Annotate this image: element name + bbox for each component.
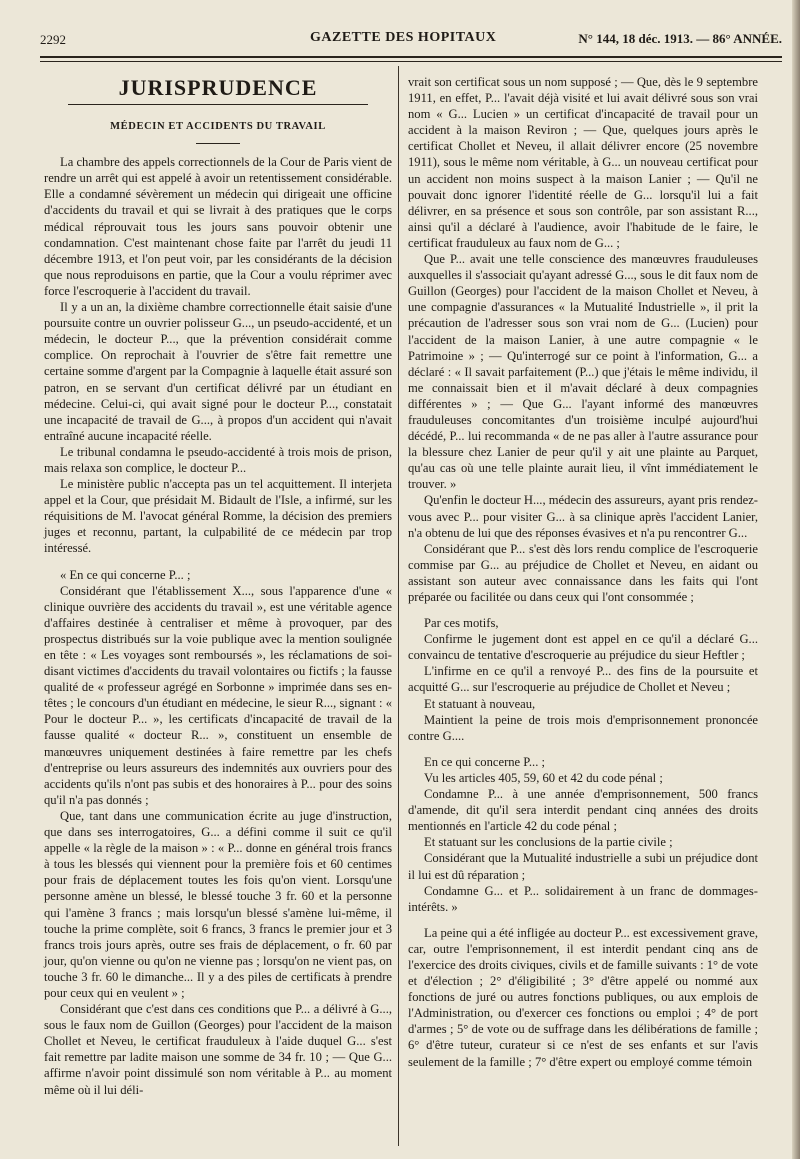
paragraph: « En ce qui concerne P... ; (60, 567, 191, 582)
paragraph: Le ministère public n'accepta pas un tel acquittement. Il interjeta appel et la Cour, que présidait M. Bidault de l'Isle, a infirmé, sur les réquisitions de M. l'avocat général Romme, la décision des premiers juges et reconnu, partant, la culpabilité de ce médecin par trop intéressé. (44, 477, 392, 556)
paragraph: La chambre des appels correctionnels de la Cour de Paris vient de rendre un arrêt qui est appelé à avoir un retentissement considérable. Elle a condamné sévèrement un médecin qui dirigeait une officine d'accidents du travail et qui se livrait à des pratiques que le corps médical réprouvait tous les jours sans pouvoir obtenir une condamnation. C'est maintenant chose faite par l'arrêt du jeudi 11 décembre 1913, et l'on peut voir, par les considérants de la décision que nous reproduisons en partie, que la Cour a voulu réprimer avec force l'escroquerie à l'accident du travail. (44, 155, 392, 298)
paragraph: Confirme le jugement dont est appel en ce qu'il a déclaré G... convaincu de tentative d'escroquerie au préjudice du sieur Heftler ; (408, 632, 758, 663)
paragraph: Par ces motifs, (424, 616, 499, 631)
paragraph: En ce qui concerne P... ; (424, 754, 545, 769)
paragraph: Condamne P... à une année d'emprisonnement, 500 francs d'amende, dit qu'il sera interdit pendant cinq années des droits mentionnés en l'article 42 du code pénal ; (408, 787, 758, 834)
header-rule-thick (40, 56, 782, 58)
left-column (44, 74, 392, 1098)
paragraph: Vu les articles 405, 59, 60 et 42 du code pénal ; (424, 770, 663, 785)
paragraph: Considérant que c'est dans ces conditions que P... a délivré à G..., sous le faux nom de Guillon (Georges) pour l'accident de la maison Chollet et Neveu, le certificat frauduleux à l'aide duquel G... s'est fait remettre par ladite maison une somme de 34 fr. 10 ; — Que G... affirme n'avoir point dissimulé son nom véritable à P... au moment même où il lui déli- (44, 1002, 392, 1097)
paragraph: Que, tant dans une communication écrite au juge d'instruction, que dans ses interrogatoires, G... a défini comme il suit ce qu'il appelle « la règle de la maison » : « P... donne en général trois francs à tous les blessés qui viennent pour la première fois et 60 centimes pour frais de déplacement toutes les fois qu'on vient. Lorsqu'une personne amène un blessé, le blessé touche 3 fr. 60 et la personne qui l'amène 3 francs ; mais lorsqu'un blessé s'amène lui-même, il touche la prime complète, soit 6 francs, 3 francs le premier jour et 3 francs trois jours après, outre ses frais de déplacement, o fr. 60 par jour, qu'on vienne ou qu'on ne vienne pas ; lorsqu'on ne vient pas, on touche 3 fr. 60 le dimanche... Il y a des piles de certificats à prendre pour ceux qui en veulent » ; (44, 808, 392, 1000)
page-header (40, 30, 782, 50)
page-edge-shadow (792, 0, 800, 1159)
paragraph: La peine qui a été infligée au docteur P... est excessivement grave, car, outre l'emprisonnement, il est interdit pendant cinq ans de l'exercice des droits civiques, civils et de famille suivants : 1° de vote et d'élection ; 2° d'éligibilité ; 3° d'être appelé ou nommé aux fonctions de juré ou autres fonctions publiques, ou aux emplois de l'Administration, ou d'exercer ces fonctions ou emploi ; 4° de port d'armes ; 5° de vote ou de suffrage dans les délibérations de famille ; 6° d'être tuteur, curateur si ce n'est de ses enfants et sur l'avis seulement de la famille ; 7° d'être expert ou employé comme témoin (408, 925, 758, 1069)
paragraph: Et statuant à nouveau, (424, 696, 536, 711)
section-title: JURISPRUDENCE (118, 75, 318, 100)
paragraph: Et statuant sur les conclusions de la partie civile ; (424, 835, 673, 850)
title-rule (68, 104, 368, 105)
paragraph: L'infirme en ce qu'il a renvoyé P... des fins de la poursuite et acquitté G... sur l'escroquerie au préjudice de Chollet et Neveu ; (408, 664, 758, 695)
paragraph: Qu'enfin le docteur H..., médecin des assureurs, ayant pris rendez-vous avec P... pour visiter G... à sa clinique après l'accident Lanier, n'a obtenu de lui que des réponses évasives et n'a pu rencontrer G... (408, 493, 758, 540)
issue-info: N° 144, 18 déc. 1913. — 86° ANNÉE. (578, 31, 782, 46)
page-number: 2292 (40, 32, 66, 47)
paragraph: vrait son certificat sous un nom supposé ; — Que, dès le 9 septembre 1911, en effet, P... l'avait déjà visité et lui avait délivré sous son vrai nom « G... Lucien » un certificat d'incapacité de travail pour un accident à la maison Reviron ; — Que, quelques jours après le certificat Chollet et Neveu, il allait délivrer encore (25 novembre 1911), sous le même nom véritable, à G... un nouveau certificat pour un accident non moins suspect à la maison Lanier ; — Qu'il ne pouvait donc ignorer l'identité réelle de G... lorsqu'il lui a fait délivrer, en sa présence et sous son contrôle, par son assistant R..., ainsi qu'il a déclaré à l'audience, avoir l'habitude de le faire, le certificat frauduleux au faux nom de G... ; (408, 75, 758, 250)
paragraph: Maintient la peine de trois mois d'emprisonnement prononcée contre G.... (408, 712, 758, 743)
paragraph: Il y a un an, la dixième chambre correctionnelle était saisie d'une poursuite contre un ouvrier polisseur G..., un pseudo-accidenté, et un médecin, le docteur P..., que la prévention considérait comme complice. On reprochait à l'ouvrier de s'être fait remettre une certaine somme d'argent par la Compagnie à laquelle était assuré son patron, en se servant d'un certificat délivré par un étudiant en médecine. Celui-ci, qui avait signé pour le docteur P..., constatait une incapacité de travail de G..., à propos d'un accident qui n'avait entraîné aucune incapacité réelle. (44, 300, 392, 443)
paragraph: Considérant que l'établissement X..., sous l'apparence d'une « clinique ouvrière des accidents du travail », est une véritable agence d'affaires destinée à centraliser et même à provoquer, par des prospectus distribués sur la voie publique avec la mention soulignée en tête : « Les voyages sont remboursés », les réclamations de soi-disant victimes d'accidents du travail volontaires ou fictifs ; la fausse qualité de « professeur agrégé en Sorbonne » imprimée dans ses en-têtes ; le concours d'un étudiant en médecine, le sieur R..., signant : « Pour le docteur P... », les certificats d'incapacité de travail de la fausse qualité « docteur R... », constituent un ensemble de manœuvres uniquement destinées à faire remettre par les chefs d'entreprise ou leurs assureurs des indemnités aux ouvriers pour des accidents qu'ils n'ont pas subis et des honoraires à P... pour des soins qu'il n'a pas donnés ; (44, 583, 392, 807)
publication-title: GAZETTE DES HOPITAUX (310, 30, 497, 45)
paragraph: Le tribunal condamna le pseudo-accidenté à trois mois de prison, mais relaxa son complice, le docteur P... (44, 444, 392, 475)
paragraph: Condamne G... et P... solidairement à un franc de dommages-intérêts. » (408, 883, 758, 914)
header-rule-thin (40, 61, 782, 62)
subsection-title: MÉDECIN ET ACCIDENTS DU TRAVAIL (110, 121, 326, 133)
paragraph: Que P... avait une telle conscience des manœuvres frauduleuses auxquelles il s'associait qu'ayant adressé G..., sous le dit faux nom de Guillon (Georges) pour l'accident de la maison Chollet et Neveu, à une compagnie d'assurances « la Mutualité Industrielle », il prit la précaution de l'adresser sous son vrai nom de G... (Lucien) pour l'accident de la maison Lanier, à une autre compagnie « le Patrimoine » ; — Qu'interrogé sur ce point à l'information, G... a déclaré : « Il savait parfaitement (P...) que j'étais le même individu, il me connaissait bien et il m'avait déclaré à deux compagnies différentes » ; — Que G... l'ayant informé des manœuvres frauduleuses concomitantes d'un troisième inculpé aujourd'hui décédé, P... lui recommanda « de ne pas aller à l'autre assurance pour la blessure chez Lanier de peur qu'il y ait une plainte au Parquet, qu'au cas où une telle plainte aurait lieu, il vînt immédiatement le trouver. » (408, 252, 758, 492)
column-divider (398, 66, 399, 1146)
subsection-rule (196, 143, 240, 144)
right-column (408, 74, 758, 1070)
paragraph: Considérant que P... s'est dès lors rendu complice de l'escroquerie commise par G... au préjudice de Chollet et Neveu, en aidant ou assistant son auteur avec connaissance dans les faits qui l'ont préparée ou facilitée ou dans ceux qui l'ont consommée ; (408, 541, 758, 604)
paragraph: Considérant que la Mutualité industrielle a subi un préjudice dont il lui est dû réparation ; (408, 851, 758, 882)
